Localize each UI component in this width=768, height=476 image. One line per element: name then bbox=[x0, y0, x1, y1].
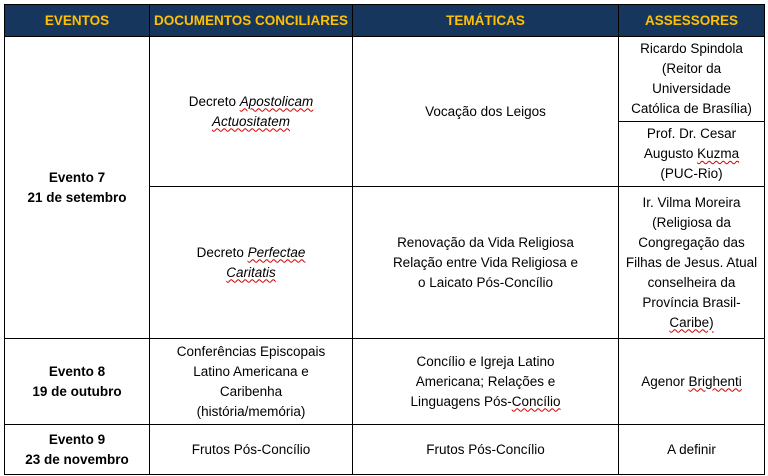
theme-cell: Vocação dos Leigos bbox=[353, 37, 619, 187]
header-documentos: DOCUMENTOS CONCILIARES bbox=[150, 5, 353, 37]
theme-line: Concílio e Igreja Latino bbox=[416, 353, 555, 369]
theme-line: Americana; Relações e bbox=[415, 373, 556, 389]
document-line: Caribenha bbox=[219, 383, 283, 399]
advisor-line: Augusto Kuzma bbox=[643, 146, 740, 161]
document-cell bbox=[150, 37, 353, 187]
advisor-surname: Brighenti bbox=[688, 373, 742, 389]
theme-cell bbox=[353, 187, 619, 339]
document-title: Actuositatem bbox=[211, 113, 291, 129]
event-9-cell bbox=[5, 425, 150, 475]
document-title: Perfectae bbox=[247, 244, 306, 260]
document-cell bbox=[150, 187, 353, 339]
event-title: Evento 8 bbox=[48, 363, 106, 379]
advisor-line: Filhas de Jesus. Atual bbox=[625, 254, 758, 270]
event-date: 23 de novembro bbox=[25, 451, 129, 467]
header-tematicas: TEMÁTICAS bbox=[353, 5, 619, 37]
event-7-cell bbox=[5, 37, 150, 339]
document-line: Conferências Episcopais bbox=[176, 343, 326, 359]
advisor-line: Província Brasil- bbox=[642, 294, 741, 310]
event-date: 19 de outubro bbox=[32, 383, 122, 399]
advisor-line: Católica de Brasília) bbox=[631, 101, 752, 116]
advisor-line: Prof. Dr. Cesar bbox=[646, 126, 737, 141]
advisor-cell bbox=[619, 122, 765, 187]
advisor-cell bbox=[619, 37, 765, 122]
document-prefix: Decreto bbox=[196, 244, 248, 260]
advisor-line: Ricardo Spindola bbox=[640, 41, 743, 56]
advisor-surname: Kuzma bbox=[697, 146, 740, 161]
table-row bbox=[5, 425, 765, 475]
event-title: Evento 9 bbox=[48, 431, 106, 447]
header-row bbox=[5, 5, 765, 37]
advisor-line: conselheira da bbox=[647, 274, 736, 290]
advisor-cell: A definir bbox=[619, 425, 765, 475]
header-assessores: ASSESSORES bbox=[619, 5, 765, 37]
theme-line: Renovação da Vida Religiosa bbox=[397, 234, 574, 250]
document-line: Latino Americana e bbox=[193, 363, 309, 379]
advisor-line: Universidade bbox=[652, 81, 731, 96]
theme-cell bbox=[353, 339, 619, 425]
advisor-line: Congregação das bbox=[638, 234, 745, 250]
event-title: Evento 7 bbox=[48, 169, 106, 185]
table-row bbox=[5, 37, 765, 122]
advisor-line: (Reitor da bbox=[661, 61, 722, 76]
document-cell: Frutos Pós-Concílio bbox=[150, 425, 353, 475]
document-line: (história/memória) bbox=[196, 403, 306, 419]
table-row bbox=[5, 339, 765, 425]
theme-line: Linguagens Pós-Concílio bbox=[410, 393, 561, 409]
advisor-cell: Agenor Brighenti bbox=[619, 339, 765, 425]
advisor-cell bbox=[619, 187, 765, 339]
advisor-line: (Religiosa da bbox=[652, 214, 731, 230]
theme-line: o Laicato Pós-Concílio bbox=[417, 274, 554, 290]
theme-line: Relação entre Vida Religiosa e bbox=[392, 254, 579, 270]
theme-cell: Frutos Pós-Concílio bbox=[353, 425, 619, 475]
event-date: 21 de setembro bbox=[27, 189, 127, 205]
events-table bbox=[4, 4, 765, 475]
advisor-line: Ir. Vilma Moreira bbox=[642, 194, 741, 210]
document-title: Caritatis bbox=[226, 264, 276, 280]
document-cell bbox=[150, 339, 353, 425]
advisor-line: (PUC-Rio) bbox=[660, 166, 723, 181]
event-8-cell bbox=[5, 339, 150, 425]
document-title: Apostolicam bbox=[239, 93, 314, 109]
advisor-line: Caribe) bbox=[669, 314, 714, 330]
document-prefix: Decreto bbox=[188, 93, 240, 109]
header-eventos: EVENTOS bbox=[5, 5, 150, 37]
